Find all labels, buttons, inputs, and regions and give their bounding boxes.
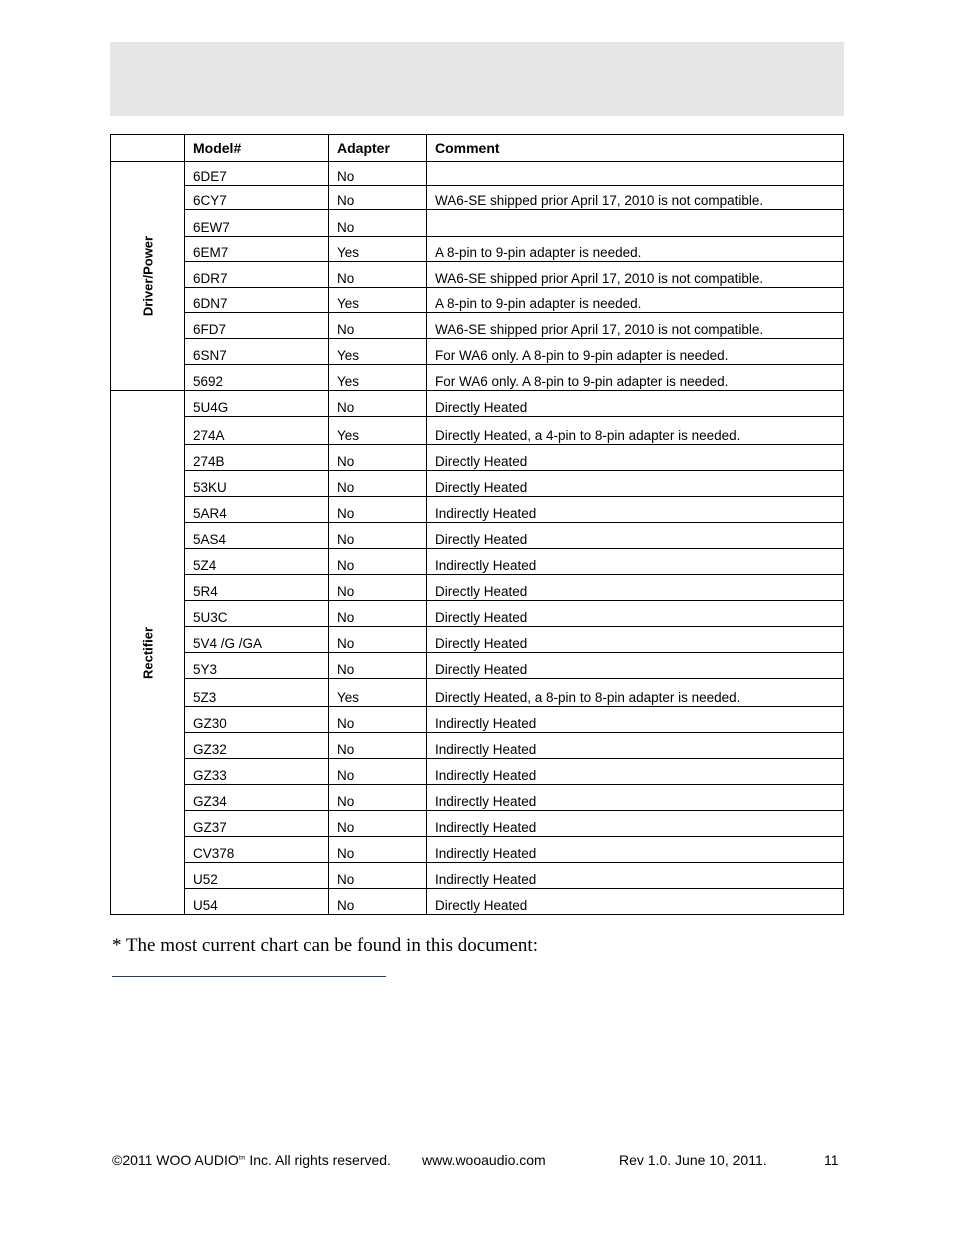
header-adapter: Adapter [329,135,427,162]
comment-cell: Directly Heated [427,627,844,653]
table-row [111,575,844,601]
adapter-cell: No [329,186,427,210]
table-row [111,601,844,627]
comment-cell: Directly Heated [427,471,844,497]
table-row [111,417,844,445]
header-comment: Comment [427,135,844,162]
table-row [111,679,844,707]
comment-cell: Directly Heated [427,601,844,627]
model-cell: 6DN7 [185,288,329,313]
adapter-cell: No [329,391,427,417]
table-row [111,549,844,575]
model-cell: 5692 [185,365,329,391]
footer-copyright-suffix: Inc. All rights reserved. [245,1152,391,1168]
table-row [111,262,844,288]
footer-copyright [112,1152,391,1168]
adapter-cell: No [329,733,427,759]
adapter-cell: No [329,837,427,863]
comment-cell: Directly Heated [427,889,844,915]
adapter-cell: No [329,210,427,237]
model-cell: 53KU [185,471,329,497]
model-cell: 6EW7 [185,210,329,237]
table-row [111,653,844,679]
comment-cell: Indirectly Heated [427,549,844,575]
comment-cell: Directly Heated, a 8-pin to 8-pin adapter is needed. [427,679,844,707]
table-row [111,627,844,653]
comment-cell [427,162,844,186]
table-row [111,186,844,210]
model-cell: 6DE7 [185,162,329,186]
table-row [111,837,844,863]
comment-cell: Directly Heated [427,445,844,471]
adapter-cell: Yes [329,339,427,365]
group-cell [111,162,185,391]
comment-cell: Indirectly Heated [427,837,844,863]
model-cell: 6DR7 [185,262,329,288]
model-cell: GZ37 [185,811,329,837]
trademark-mark: tm [238,1155,246,1162]
model-cell: 5Z4 [185,549,329,575]
table-row [111,889,844,915]
comment-cell: Directly Heated [427,575,844,601]
table-row [111,785,844,811]
model-cell: GZ32 [185,733,329,759]
comment-cell: Indirectly Heated [427,863,844,889]
model-cell: 6CY7 [185,186,329,210]
footer-copyright-prefix: ©2011 WOO AUDIO [112,1152,239,1168]
adapter-cell: No [329,313,427,339]
header-model: Model# [185,135,329,162]
adapter-cell: No [329,601,427,627]
table-row [111,210,844,237]
adapter-cell: No [329,863,427,889]
model-cell: 274A [185,417,329,445]
adapter-cell: No [329,162,427,186]
adapter-cell: No [329,445,427,471]
model-cell: GZ34 [185,785,329,811]
table-row [111,445,844,471]
model-cell: 5V4 /G /GA [185,627,329,653]
adapter-cell: No [329,707,427,733]
adapter-cell: No [329,889,427,915]
table-header-row [111,135,844,162]
table-row [111,313,844,339]
model-cell: 5Z3 [185,679,329,707]
adapter-cell: No [329,497,427,523]
model-cell: 5AR4 [185,497,329,523]
table-row [111,497,844,523]
comment-cell: For WA6 only. A 8-pin to 9-pin adapter is needed. [427,365,844,391]
comment-cell: A 8-pin to 9-pin adapter is needed. [427,237,844,262]
comment-cell: A 8-pin to 9-pin adapter is needed. [427,288,844,313]
table-row [111,707,844,733]
comment-cell: Indirectly Heated [427,785,844,811]
adapter-cell: No [329,262,427,288]
adapter-cell: No [329,785,427,811]
group-label: Driver/Power [140,235,155,317]
comment-cell: Indirectly Heated [427,733,844,759]
table-row [111,759,844,785]
table-row [111,288,844,313]
adapter-cell: No [329,549,427,575]
table-row [111,237,844,262]
table-row [111,471,844,497]
model-cell: 5U4G [185,391,329,417]
model-cell: 5U3C [185,601,329,627]
comment-cell: Indirectly Heated [427,707,844,733]
comment-cell: WA6-SE shipped prior April 17, 2010 is not compatible. [427,262,844,288]
table-body [111,162,844,915]
comment-cell [427,210,844,237]
note-text: * The most current chart can be found in this document: [112,935,538,956]
adapter-cell: No [329,575,427,601]
adapter-cell: Yes [329,417,427,445]
header-group-cell [111,135,185,162]
model-cell: 6SN7 [185,339,329,365]
model-cell: GZ33 [185,759,329,785]
model-cell: U52 [185,863,329,889]
group-label: Rectifier [140,626,155,679]
model-cell: 5AS4 [185,523,329,549]
footer-website: www.wooaudio.com [422,1152,546,1168]
table-row [111,391,844,417]
adapter-cell: Yes [329,679,427,707]
model-cell: 5Y3 [185,653,329,679]
comment-cell: Indirectly Heated [427,759,844,785]
comment-cell: Directly Heated [427,391,844,417]
model-cell: GZ30 [185,707,329,733]
table-row [111,733,844,759]
model-cell: 274B [185,445,329,471]
comment-cell: Indirectly Heated [427,497,844,523]
comment-cell: Directly Heated [427,523,844,549]
model-cell: 5R4 [185,575,329,601]
group-cell [111,391,185,915]
table-row [111,365,844,391]
model-cell: 6FD7 [185,313,329,339]
comment-cell: Indirectly Heated [427,811,844,837]
model-cell: 6EM7 [185,237,329,262]
footer-revision: Rev 1.0. June 10, 2011. [619,1152,767,1168]
adapter-cell: No [329,759,427,785]
comment-cell: WA6-SE shipped prior April 17, 2010 is not compatible. [427,186,844,210]
adapter-cell: No [329,811,427,837]
adapter-cell: Yes [329,365,427,391]
adapter-cell: No [329,653,427,679]
table-row [111,339,844,365]
document-link-underline[interactable] [112,976,386,977]
adapter-cell: Yes [329,288,427,313]
table-row [111,162,844,186]
adapter-cell: No [329,471,427,497]
adapter-cell: No [329,627,427,653]
comment-cell: For WA6 only. A 8-pin to 9-pin adapter is needed. [427,339,844,365]
table-row [111,523,844,549]
adapter-cell: No [329,523,427,549]
table-row [111,863,844,889]
footer-page-number: 11 [824,1152,839,1168]
comment-cell: Directly Heated, a 4-pin to 8-pin adapter is needed. [427,417,844,445]
model-cell: U54 [185,889,329,915]
header-band [110,42,844,116]
comment-cell: WA6-SE shipped prior April 17, 2010 is not compatible. [427,313,844,339]
adapter-cell: Yes [329,237,427,262]
table-row [111,811,844,837]
model-cell: CV378 [185,837,329,863]
comment-cell: Directly Heated [427,653,844,679]
tube-compatibility-table [110,134,844,915]
